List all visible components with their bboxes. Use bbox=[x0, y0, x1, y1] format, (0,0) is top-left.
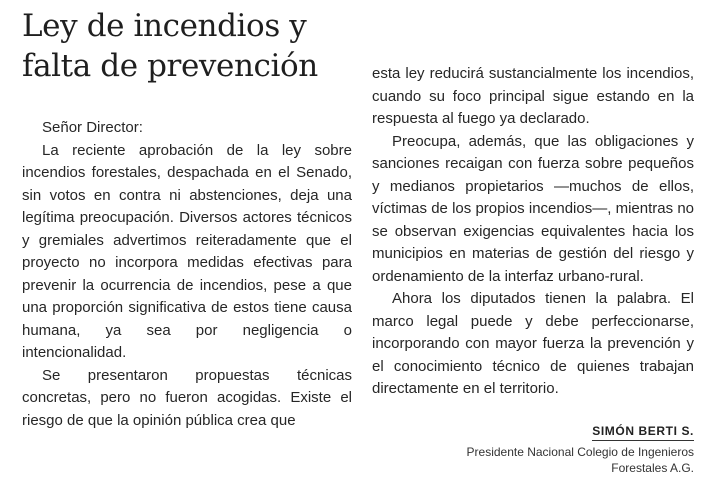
article-headline bbox=[22, 6, 352, 86]
headline-line-2: falta de prevención bbox=[22, 48, 318, 84]
letter-column-right bbox=[372, 63, 694, 401]
signature-title-line-1: Presidente Nacional Colegio de Ingenieros bbox=[466, 445, 694, 459]
letter-salutation: Señor Director: bbox=[42, 119, 143, 136]
letter-column-left bbox=[22, 117, 352, 432]
letter-paragraph-2-start: Se presentaron propuestas técnicas concretas, pero no fueron acogidas. Existe el riesgo de que la opinión pública crea que bbox=[22, 366, 352, 429]
signature-name: SIMÓN BERTI S. bbox=[592, 424, 694, 441]
signature-credit bbox=[394, 444, 694, 476]
letter-paragraph-1: La reciente aprobación de la ley sobre incendios forestales, despachada en el Senado, sin votos en contra ni abstenciones, deja una legítima preocupación. Diversos actores técnicos y gremiales advertimos reiteradamente que el proyecto no incorpora medidas efectivas para prevenir la ocurrencia de incendios, pese a que una proporción significativa de estos tiene causa humana, ya sea por negligencia o intencionalidad. bbox=[22, 141, 352, 361]
letter-paragraph-3: Preocupa, además, que las obligaciones y sanciones recaigan con fuerza sobre pequeños y medianos propietarios —muchos de ellos, víctimas de los propios incendios—, mientras no se observan exigencias equivalentes hacia los municipios en materias de gestión del riesgo y ordenamiento de la interfaz urbano-rural. bbox=[372, 132, 694, 285]
headline-line-1: Ley de incendios y bbox=[22, 8, 307, 44]
letter-paragraph-4: Ahora los diputados tienen la palabra. El marco legal puede y debe perfeccionarse, incorporando con mayor fuerza la prevención y el conocimiento técnico de quienes trabajan directamente en el territorio. bbox=[372, 290, 694, 397]
signature-title-line-2: Forestales A.G. bbox=[611, 461, 694, 475]
letter-paragraph-2-end: esta ley reducirá sustancialmente los incendios, cuando su foco principal sigue estando en la respuesta al fuego ya declarado. bbox=[372, 65, 694, 127]
